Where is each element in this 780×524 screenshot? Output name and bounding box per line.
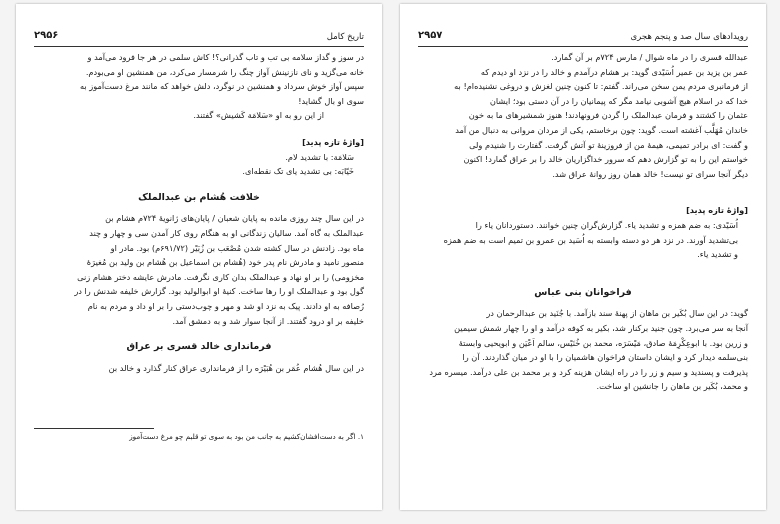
text-line: مخزومی) را بر او نهاد و عبدالملک بدان کاری نگرفت. مادرش عایشه دختر هشام زنی (77, 271, 364, 282)
text-line: خواستم این را به تو گزارش دهم که سرور خداگزاریان خالد را بر عراق گمارد! اکنون (463, 154, 748, 165)
text-line: بنی‌سلمه دیدار کرد و ایشان داستان فراخوان هاشمیان را با او در میان گذاردند. آن را (462, 352, 748, 363)
left-page (16, 4, 382, 510)
note-line: خَیّابَه: بی تشدید یای تک نقطه‌ای. (242, 166, 354, 177)
section-heading: خلافت هُشام بن عبدالملک (138, 191, 260, 203)
text-line: در این سال هُشام عُمَر بن هُبَیْرَه را از فرمانداری عراق کنار گذارد و خالد بن (108, 362, 364, 373)
text-line: خدا که در اسلام هیچ آشوبی نیامد مگر که پیمانیان را در آن دستی بود؛ ایشان (489, 95, 748, 106)
text-line: عمر بن یزید بن عمیر اُسَیْدی گوید: بر هشام درآمدم و خالد را در نزد او دیدم که (480, 66, 748, 77)
page-body (34, 50, 364, 375)
footnote: ۱. اگر به دست‌افشان‌کشیم به جانب من بود به سوی تو قلبم چو مرغ دست‌آموز (129, 432, 364, 441)
text-line: خاندان مُهَلَّب آغشته است. گوید: چون برخاستم، یکی از مردان مروانی به دنبال من آمد (455, 124, 748, 135)
text-line: و محمد، بُکَیر بن ماهان را جانشین او ساخت. (596, 381, 748, 392)
text-line: سپس آواز خوش سرداد و همنشین در نوگرد، دلش خواهد که مانند مرغ دست‌آموز به (79, 81, 364, 92)
footnote-rule (34, 428, 154, 429)
page-number: ۲۹۵۶ (34, 30, 59, 41)
text-line: از فرمانبری مردم یمن سخن می‌راند. گفتم: تا کنون چنین لغزش و دروغی نشنیده‌ام! به (454, 81, 748, 92)
section-heading: فرمانداری خالد قسری بر عراق (126, 341, 272, 353)
page-number: ۲۹۵۷ (418, 30, 443, 41)
note-line: بی‌تشدید آورند. در نزد هر دو دسته وابسته به اُسَید بن عمرو بن تمیم است به ضم همزه (443, 234, 738, 245)
page-header (34, 30, 364, 47)
running-title: تاریخ کامل (326, 32, 364, 42)
text-line: پذیرفت و پسندید و سیم و زر را در راه ایشان هزینه کرد و بر محمد بن علی درآمد. میسره مرد (429, 366, 748, 377)
text-line: آنجا به سر می‌برد. چون جنید برکنار شد، بکیر به کوفه درآمد و او را چهار شمش سیمین (454, 322, 748, 333)
text-line: در سوز و گداز سلامه بی تب و تاب گذرانی؟! کاش سلمی در هر جا فرود می‌آمد و (87, 52, 364, 62)
text-line: و گفت: ای برادر تمیمی، هیمهٔ من از فروزینهٔ تو آتش گرفت. گفتارت را شنیدم ولی (469, 139, 748, 150)
text-line: دیگر آنجا سرای تو نیست! خالد همان روز روانهٔ عراق شد. (552, 168, 748, 179)
text-line: ماه بود. زادنش در سال کشته شدن مُصْعَب بن زُبَیْر (۶۹۱/۷۲م) بود. مادر او (110, 242, 364, 253)
note-line: سَلامَة: با تشدید لام. (285, 151, 354, 162)
note-line: اُسَیْدی: به ضم همزه و تشدید یاء. گزارش‌گران چنین خوانند. دستوردانان یاء را (475, 219, 738, 230)
text-line: عثمان را کشتند و فرمان عبدالملک را گردن فرونهادند! هنوز شمشیرهای ما به خون (468, 110, 748, 121)
text-line: عبدالله قسری را در ماه شوال / مارس ۷۲۴م بر آن گمارد. (551, 52, 748, 62)
text-line: خانه می‌گزید و نای نازنینش آواز چنگ را شرمسار می‌کرد، من همنشین او می‌بودم. (85, 66, 364, 77)
note-line: و تشدید یاء. (697, 249, 738, 260)
text-line: منصور نامید و مادرش نام پدر خود (هُشام بن اسماعیل بن هُشام بن ولید بن مُغیرَهٔ (86, 257, 364, 268)
text-line: و زرین بود. با ابوعِکْرِمَهٔ صادق، مَیْسَرَه، محمد بن خُنَیْس، سالم اَعْیَن و ابویحیی وابستهٔ (458, 337, 748, 348)
running-title: رویدادهای سال صد و پنجم هجری (630, 32, 748, 42)
right-page (400, 4, 766, 510)
text-line: از این رو به او «سَلامَة کَشیش» گفتند. (193, 110, 324, 121)
text-line: خلیفه بر او درود گفتند. از آنجا سوار شد و به دمشق آمد. (172, 315, 364, 326)
section-heading: فراخوانان بنی عباس (534, 286, 632, 298)
text-line: عبدالملک به گاه آمد. سالیان زندگانی او به هنگام روی کار آمدن سی و چهار و چند (89, 227, 364, 238)
text-line: در این سال چند روزی مانده به پایان شعبان / پایان‌های ژانویهٔ ۷۲۴م هشام بن (105, 213, 364, 224)
notes-label: [واژهٔ تازه پدید] (686, 205, 748, 216)
page-header (418, 30, 748, 47)
page-body (418, 50, 748, 394)
text-line: رُصافه به او دادند. پیک به نزد او شد و مهر و چوب‌دستی را بر او داد و مردم به نام (87, 300, 364, 311)
notes-label: [واژهٔ تازه پدید] (302, 136, 364, 147)
text-line: گول بود و عبدالملک او را رها ساخت. کنیهٔ او ابوالولید بود. گزارش خلیفه شدنش را در (74, 286, 364, 297)
text-line: گوید: در این سال بُکَیر بن ماهان از پهنهٔ سند بازآمد. با جُنَید بن عبدالرحمان در (486, 308, 748, 319)
text-line: سوی او بال گشاید! (298, 95, 364, 106)
